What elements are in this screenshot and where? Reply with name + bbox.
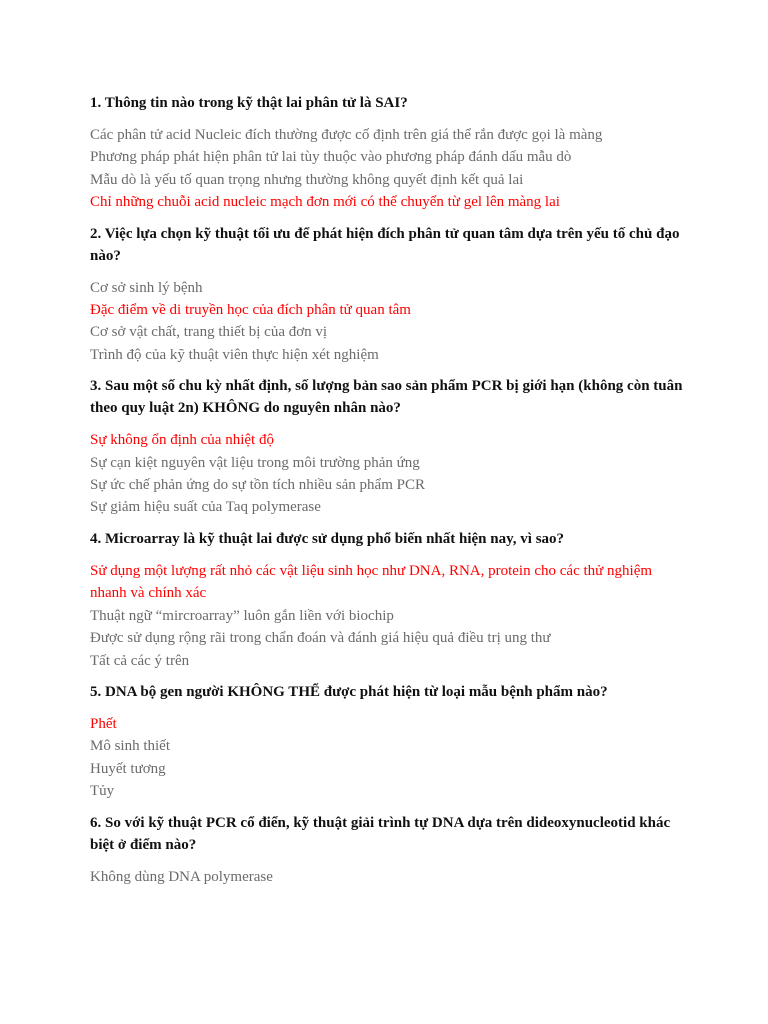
answer-option: Tất cả các ý trên [90,652,190,669]
answer-list [90,277,690,367]
question-title: 3. Sau một số chu kỳ nhất định, số lượng bản sao sản phẩm PCR bị giới hạn (không còn tuân theo quy luật 2n) KHÔNG do nguyên nhân nào? [90,378,683,417]
question-title: 1. Thông tin nào trong kỹ thật lai phân tử là SAI? [90,95,408,111]
question-title: 2. Việc lựa chọn kỹ thuật tối ưu để phát hiện đích phân tử quan tâm dựa trên yếu tố chủ đạo nào? [90,225,680,264]
answer-option-correct: Đặc điểm về di truyền học của đích phân tử quan tâm [90,302,411,319]
question-title: 4. Microarray là kỹ thuật lai được sử dụng phổ biến nhất hiện nay, vì sao? [90,530,565,547]
answer-list [90,124,690,214]
answer-option: Mẫu dò là yếu tố quan trọng nhưng thường không quyết định kết quả lai [90,171,524,188]
answer-option: Mô sinh thiết [90,738,171,755]
question-block [90,223,690,367]
question-block [90,812,690,888]
answer-option-correct: Phết [90,715,117,732]
answer-list [90,429,690,519]
answer-option-correct: Sử dụng một lượng rất nhỏ các vật liệu sinh học như DNA, RNA, protein cho các thử nghiệm nhanh và chính xác [90,562,653,602]
answer-option: Sự ức chế phản ứng do sự tồn tích nhiều sản phẩm PCR [90,477,425,494]
question-title: 6. So với kỹ thuật PCR cổ điển, kỹ thuật giải trình tự DNA dựa trên dideoxynucleotid khác biệt ở điểm nào? [90,814,671,853]
answer-option: Thuật ngữ “mircroarray” luôn gắn liền với biochip [90,607,394,624]
answer-option: Sự cạn kiệt nguyên vật liệu trong môi trường phản ứng [90,454,420,471]
answer-list [90,713,690,803]
question-block [90,528,690,672]
question-block [90,375,690,519]
question-title: 5. DNA bộ gen người KHÔNG THỂ được phát hiện từ loại mẫu bệnh phẩm nào? [90,683,608,700]
answer-option: Huyết tương [90,760,166,777]
answer-option-correct: Chỉ những chuỗi acid nucleic mạch đơn mới có thể chuyển từ gel lên màng lai [90,194,560,211]
answer-option: Tủy [90,783,115,800]
answer-option: Các phân tử acid Nucleic đích thường được cố định trên giá thể rắn được gọi là màng [90,127,603,143]
answer-option: Phương pháp phát hiện phân tử lai tùy thuộc vào phương pháp đánh dấu mẫu dò [90,149,572,166]
answer-option: Sự giảm hiệu suất của Taq polymerase [90,499,321,516]
question-block [90,681,690,803]
document-page [90,92,690,897]
answer-list [90,560,690,672]
answer-option: Không dùng DNA polymerase [90,868,273,885]
answer-option-correct: Sự không ổn định của nhiệt độ [90,432,274,449]
answer-option: Được sử dụng rộng rãi trong chẩn đoán và đánh giá hiệu quả điều trị ung thư [90,630,551,647]
question-block [90,92,690,214]
answer-option: Cơ sở vật chất, trang thiết bị của đơn vị [90,324,328,341]
answer-list [90,866,690,888]
answer-option: Trình độ của kỹ thuật viên thực hiện xét nghiệm [90,346,379,363]
answer-option: Cơ sở sinh lý bệnh [90,279,203,296]
